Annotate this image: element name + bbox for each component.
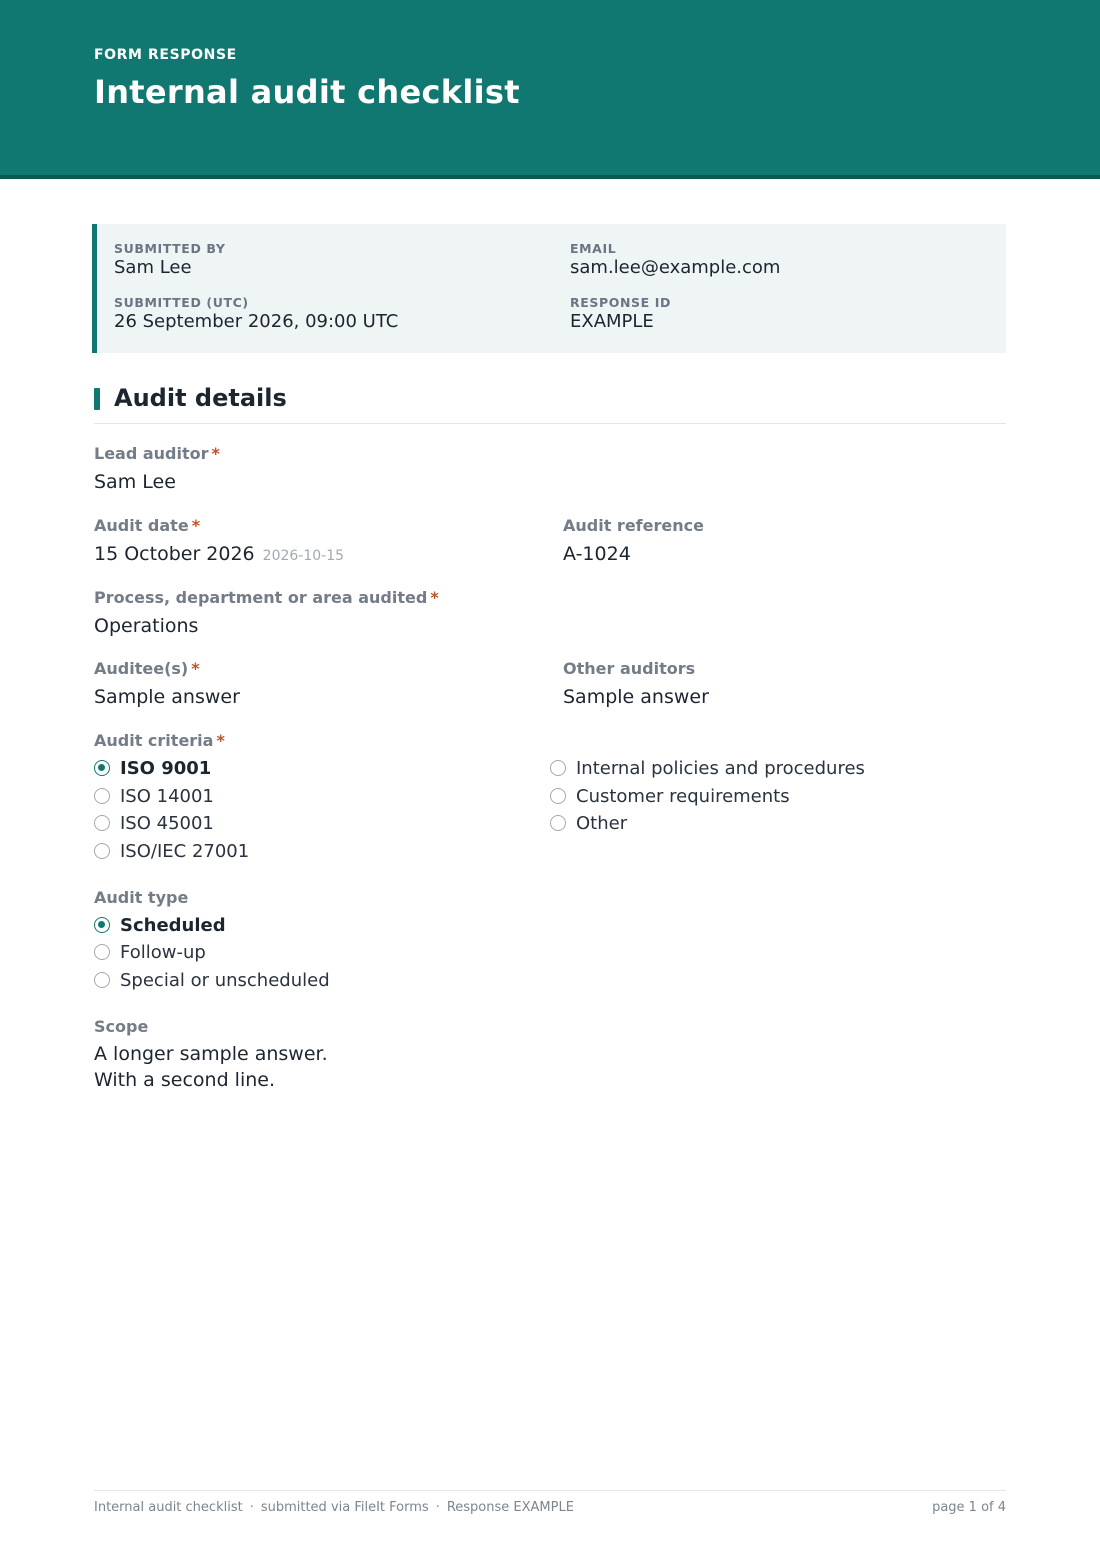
footer-info: Internal audit checklist · submitted via FileIt Forms · Response EXAMPLE [94,1500,574,1515]
field-value: Sam Lee [94,471,176,493]
page-footer [94,1490,1006,1515]
field-audit-type [94,888,188,908]
field-other-auditors [563,659,709,709]
meta-response-id-label: RESPONSE ID [570,295,671,310]
field-label: Audit criteria * [94,731,225,750]
section-accent-bar [94,388,100,410]
audit-type-option-follow-up[interactable]: Follow-up [94,940,206,964]
required-marker: * [191,516,201,535]
field-audit-reference [563,516,704,566]
required-marker: * [191,659,200,678]
criteria-option-internal-policies[interactable]: Internal policies and procedures [550,756,865,780]
section-header-audit-details [94,384,1006,424]
radio-empty-icon [94,815,110,831]
section-title: Audit details [114,384,287,412]
required-marker: * [211,444,220,463]
criteria-option-iso-14001[interactable]: ISO 14001 [94,784,214,808]
field-label: Audit type [94,888,189,907]
meta-submitted-by-label: SUBMITTED BY [114,241,226,256]
field-value: Sample answer [94,686,240,708]
header-banner [0,0,1100,179]
audit-type-option-special[interactable]: Special or unscheduled [94,968,330,992]
radio-empty-icon [550,760,566,776]
field-value: Sample answer [563,686,709,708]
field-auditees [94,659,240,709]
field-scope [94,1017,328,1093]
meta-submitted-by-value: Sam Lee [114,257,192,278]
audit-type-option-scheduled[interactable]: Scheduled [94,913,226,937]
meta-submitted-utc-label: SUBMITTED (UTC) [114,295,249,310]
header-eyebrow: FORM RESPONSE [94,47,237,63]
criteria-option-other[interactable]: Other [550,811,627,835]
meta-response-id-value: EXAMPLE [570,311,654,332]
field-audit-date [94,516,344,568]
criteria-option-iso-45001[interactable]: ISO 45001 [94,811,214,835]
meta-email-value: sam.lee@example.com [570,257,781,278]
criteria-option-customer-requirements[interactable]: Customer requirements [550,784,790,808]
required-marker: * [216,731,225,750]
required-marker: * [430,588,439,607]
radio-empty-icon [94,944,110,960]
field-label: Auditee(s) * [94,659,200,678]
field-value: A-1024 [563,543,631,565]
meta-submitted-utc-value: 26 September 2026, 09:00 UTC [114,311,399,332]
meta-submitted-by [114,241,225,278]
meta-response-id [570,295,671,332]
field-process [94,588,439,638]
field-value: Operations [94,615,199,637]
page-title: Internal audit checklist [94,73,520,111]
field-lead-auditor [94,444,220,494]
field-label: Other auditors [563,659,696,678]
radio-empty-icon [550,815,566,831]
radio-selected-icon [94,917,110,933]
field-label: Audit reference [563,516,704,535]
radio-empty-icon [550,788,566,804]
radio-empty-icon [94,972,110,988]
criteria-option-iso-9001[interactable]: ISO 9001 [94,756,211,780]
field-value: A longer sample answer. With a second line. [94,1043,328,1091]
submission-meta-panel [92,224,1006,353]
field-label: Process, department or area audited * [94,588,439,607]
meta-email-label: EMAIL [570,241,617,256]
meta-submitted-utc [114,295,398,332]
meta-email [570,241,780,278]
radio-empty-icon [94,788,110,804]
iso-date: 2026-10-15 [262,548,345,564]
field-label: Lead auditor * [94,444,220,463]
field-audit-criteria [94,731,225,751]
field-label: Scope [94,1017,149,1036]
radio-selected-icon [94,760,110,776]
field-label: Audit date * [94,516,201,535]
radio-empty-icon [94,843,110,859]
field-value: 15 October 2026 2026-10-15 [94,543,345,565]
page-number: page 1 of 4 [932,1500,1006,1515]
criteria-option-iso-iec-27001[interactable]: ISO/IEC 27001 [94,839,249,863]
